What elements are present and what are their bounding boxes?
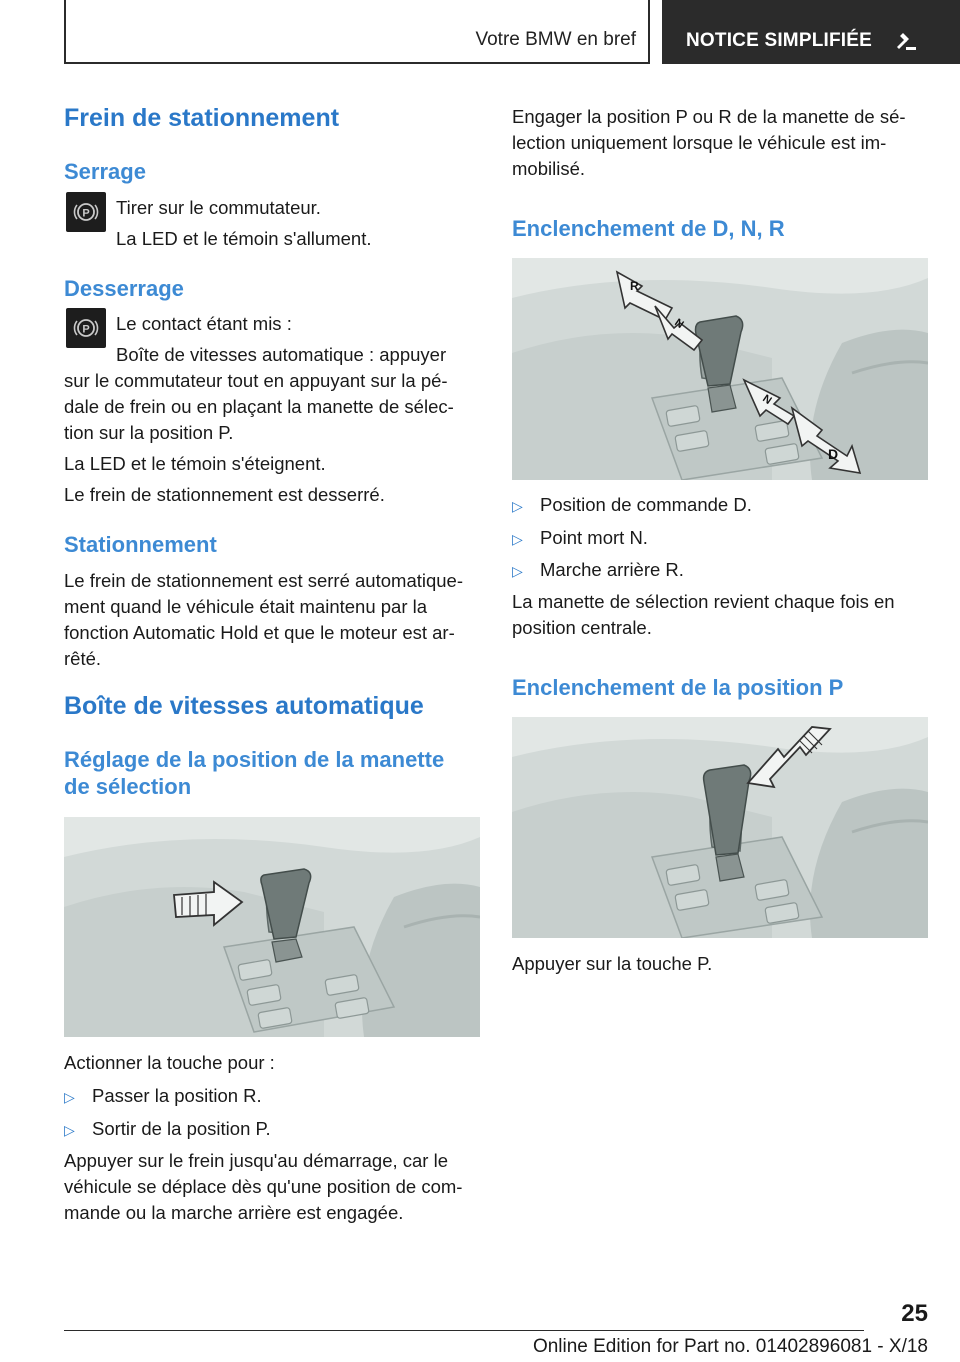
appuyer-line-3: mande ou la marche arrière est engagée. [64, 1202, 404, 1223]
heading-dnr: Enclenchement de D, N, R [512, 216, 785, 241]
desserrage-step-3: La LED et le témoin s'éteignent. [64, 453, 326, 474]
footer-rule [64, 1330, 864, 1331]
desserrage-step-2-line-4: tion sur la position P. [64, 422, 234, 443]
page-number: 25 [901, 1300, 928, 1327]
desserrage-step-2-line-1: Boîte de vitesses automatique : appuyer [116, 344, 447, 365]
heading-stationnement: Stationnement [64, 532, 217, 557]
heading-reglage-line-1: Réglage de la position de la manette [64, 747, 445, 772]
serrage-step-2: La LED et le témoin s'allument. [116, 228, 372, 249]
list-item [512, 557, 684, 584]
bullet-text: Sortir de la position P. [92, 1118, 271, 1139]
bullet-text: Passer la position R. [92, 1085, 262, 1106]
list-item [64, 1116, 271, 1143]
stationnement-line-4: rêté. [64, 648, 102, 669]
heading-automatic-transmission: Boîte de vitesses automatique [64, 692, 424, 720]
engager-line-1: Engager la position P ou R de la manette de sé‐ [512, 106, 906, 127]
appuyer-p-text: Appuyer sur la touche P. [512, 953, 713, 974]
manette-line-2: position centrale. [512, 617, 652, 638]
heading-position-p: Enclenchement de la position P [512, 675, 844, 700]
stationnement-line-2: ment quand le véhicule était maintenu par la [64, 596, 428, 617]
gate-label-r: R [630, 279, 639, 293]
bullet-text: Point mort N. [540, 527, 648, 548]
header-rule-bottom [64, 62, 650, 64]
gavel-icon [894, 30, 918, 54]
desserrage-step-1: Le contact étant mis : [116, 313, 292, 334]
header-rule-right [648, 0, 650, 64]
parking-brake-icon [66, 192, 106, 232]
actionner-text: Actionner la touche pour : [64, 1052, 275, 1073]
bullet-text: Marche arrière R. [540, 559, 684, 580]
list-item [64, 1083, 262, 1110]
triangle-right-icon: ▷ [512, 498, 523, 514]
triangle-right-icon: ▷ [512, 531, 523, 547]
gate-label-n: N [760, 392, 774, 408]
triangle-right-icon: ▷ [512, 563, 523, 579]
header-tab-label: NOTICE SIMPLIFIÉE [686, 30, 873, 51]
header-section-title[interactable]: Votre BMW en bref [475, 29, 636, 50]
list-item [512, 492, 752, 519]
svg-text:P: P [82, 207, 90, 220]
heading-parking-brake: Frein de stationnement [64, 104, 340, 132]
engager-line-3: mobilisé. [512, 158, 585, 179]
engager-line-2: lection uniquement lorsque le véhicule est im‐ [512, 132, 887, 153]
appuyer-line-2: véhicule se déplace dès qu'une position de com‐ [64, 1176, 463, 1197]
header-tab[interactable] [662, 0, 960, 64]
parking-brake-icon [66, 308, 106, 348]
list-item [512, 525, 648, 552]
desserrage-step-4: Le frein de stationnement est desserré. [64, 484, 385, 505]
triangle-right-icon: ▷ [64, 1089, 75, 1105]
bullet-text: Position de commande D. [540, 494, 752, 515]
heading-desserrage: Desserrage [64, 276, 184, 301]
desserrage-step-2-line-3: dale de frein ou en plaçant la manette de sélec‐ [64, 396, 454, 417]
triangle-right-icon: ▷ [64, 1122, 75, 1138]
serrage-step-1: Tirer sur le commutateur. [116, 197, 321, 218]
stationnement-line-1: Le frein de stationnement est serré automatique‐ [64, 570, 464, 591]
gate-label-n: N [672, 316, 686, 332]
heading-serrage: Serrage [64, 159, 146, 184]
header-rule-left [64, 0, 66, 64]
stationnement-line-3: fonction Automatic Hold et que le moteur est ar‐ [64, 622, 455, 643]
selector-lever-figure [64, 817, 480, 1037]
p-button-figure [512, 717, 928, 938]
svg-text:P: P [82, 323, 90, 336]
gate-label-d: D [828, 446, 839, 462]
desserrage-step-2-line-2: sur le commutateur tout en appuyant sur la pé‐ [64, 370, 448, 391]
appuyer-line-1: Appuyer sur le frein jusqu'au démarrage, car le [64, 1150, 449, 1171]
manette-line-1: La manette de sélection revient chaque fois en [512, 591, 895, 612]
dnr-gate-figure [512, 258, 928, 480]
heading-reglage-line-2: de sélection [64, 774, 192, 799]
footer-edition: Online Edition for Part no. 01402896081 - X/18 [532, 1336, 928, 1357]
